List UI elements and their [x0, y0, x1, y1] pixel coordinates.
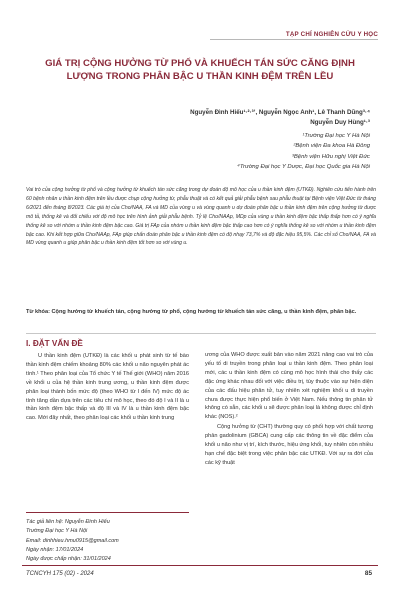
header-rule	[210, 39, 378, 40]
author-line: Nguyễn Đình Hiếu¹·²·³ʼ, Nguyễn Ngọc Anh¹, Lê Thanh Dũng³·⁴	[190, 109, 370, 116]
body-right-column	[205, 351, 373, 469]
body-paragraph: Cộng hưởng từ (CHT) thường quy có phối hợp với chất tương phản gadolinium (GBCA) cung cấp các thông tin về đặc điểm của khối u não như vị trí, kích thước, hiệu ứng khối, tuy nhiên còn nhiều hạn chế đặc biệt trong việc phân bậc các UTKĐ. Với sự ra đời của các kỹ thuật	[205, 424, 373, 466]
article-info-rule	[26, 512, 189, 513]
body-left-column: U thần kinh đệm (UTKĐ) là các khối u phát sinh từ tế bào thần kinh đệm chiếm khoảng 80% các khối u não nguyên phát ác tính.¹ Theo phân loại của Tổ chức Y tế Thế giới (WHO) năm 2016 về khối u của hệ thần kinh trung ương, u thần kinh đệm được phân loại thành bốn mức độ (theo WHO từ I đến IV) mức độ ác tính tăng dần dựa trên các tiêu chí mô học, theo đó độ I và II là u thần kinh đệm bậc thấp và độ III và IV là u thần kinh đệm bậc cao. Mới đây nhất, theo phân loại các khối u thần kinh trung	[26, 353, 189, 422]
author-institution: Trường Đại học Y Hà Nội	[26, 528, 88, 535]
keywords-divider	[26, 333, 376, 334]
abstract: Vai trò của cộng hưởng từ phổ và cộng hưởng từ khuếch tán sức căng trong dự đoán độ mô học của u thần kinh đệm (UTKĐ). Nghiên cứu tiến hành trên 60 bệnh nhân u thần kinh đệm trên lều được chụp cộng hưởng từ, phẫu thuật và có kết quả giải phẫu bệnh sau phẫu thuật tại Bệnh viện Việt Đức từ tháng 6/2021 đến tháng 8/2023. Các giá trị của Cho/NAA, FA và MD của vùng u và vùng quanh u dự đoán phân bậc u thần kinh đệm trên cộng hưởng từ được mô tả, thống kê và đối chiếu với độ mô học trên hình ảnh giải phẫu bệnh. Tỷ lệ Cho/NAAp, MDp của vùng u thần kinh đệm bậc thấp thấp hơn có ý nghĩa thống kê so với nhóm u thần kinh đệm bậc cao. Giá trị FAp của nhóm u thần kinh đệm bậc thấp cao hơn có ý nghĩa thống kê so với nhóm u thần kinh đệm bậc cao. Khi kết hợp giữa Cho/NAAp, FAp giúp chẩn đoán phân bậc u thần kinh đệm có độ nhạy 73,7% và độ đặc hiệu 95,5%. Các chỉ số Cho/NAA, FA và MD vùng quanh u giúp phân bậc u thần kinh đệm tốt hơn so với vùng u.	[26, 187, 376, 247]
author-list	[70, 108, 370, 128]
journal-issue: TCNCYH 175 (02) - 2024	[26, 571, 94, 577]
corresponding-author: Tác giả liên hệ: Nguyễn Đình Hiếu	[26, 519, 110, 525]
affiliation: ¹Trường Đại học Y Hà Nội	[302, 133, 370, 139]
journal-section-tag: TẠP CHÍ NGHIÊN CỨU Y HỌC	[282, 31, 378, 38]
received-date: Ngày nhận: 17/01/2024	[26, 546, 84, 553]
author-line: Nguyễn Duy Hùng¹·³	[310, 119, 370, 126]
affiliation: ²Bệnh viện Đa khoa Hà Đông	[293, 143, 370, 150]
article-title: GIÁ TRỊ CỘNG HƯỞNG TỪ PHỔ VÀ KHUẾCH TÁN SỨC CĂNG ĐỊNH LƯỢNG TRONG PHÂN BẬC U THẦN KINH ĐỆM TRÊN LỀU	[45, 58, 355, 82]
author-email: Email: dinhhieu.hmu0915@gmail.com	[26, 537, 119, 544]
footer-rule	[22, 565, 378, 566]
section-heading: I. ĐẶT VẤN ĐỀ	[26, 339, 83, 348]
article-info	[26, 518, 119, 564]
affiliation: ³Bệnh viện Hữu nghị Việt Đức	[291, 153, 370, 160]
body-paragraph: ương của WHO được xuất bản vào năm 2021 nâng cao vai trò của yếu tố di truyền trong phân loại u thần kinh đệm. Theo phân loại mới, các u thần kinh đệm có cùng mô học hình thái cho thấy các đặc ứng khác nhau đối với việc điều trị, tùy thuộc vào sự hiện diện của các đấu hiệu phân tử, tuy nhiên xét nghiệm khối u di truyền chưa được thực hiện phổ biến ở Việt Nam. Nếu thông tin phân tử không có sẵn, các khối u sẽ được phân loại là không được chỉ định khác (NOS).²	[205, 352, 373, 421]
page-number: 85	[364, 570, 372, 577]
keywords: Từ khóa: Cộng hưởng từ khuếch tán, cộng hưởng từ phổ, cộng hưởng từ khuếch tán sức căng, u thần kinh đệm, phân bậc.	[26, 309, 357, 315]
affiliation-list	[237, 131, 370, 172]
accepted-date: Ngày được chấp nhận: 31/01/2024	[26, 556, 111, 563]
affiliation: ⁴Trường Đại học Y Dược, Đại học Quốc gia Hà Nội	[237, 163, 370, 170]
